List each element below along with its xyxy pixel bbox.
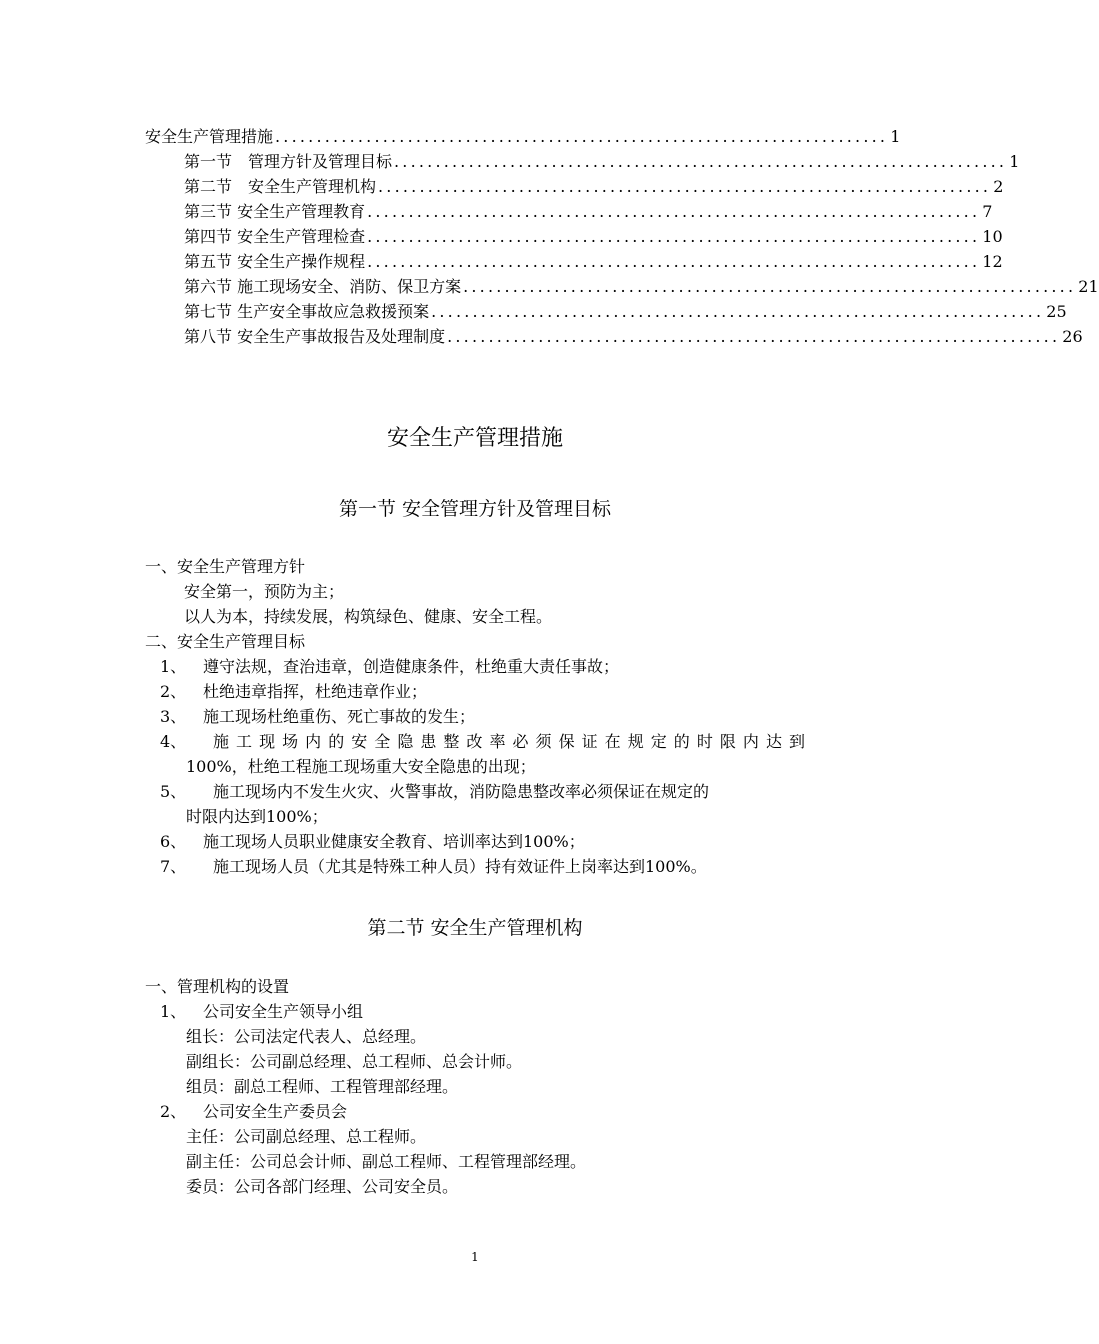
- toc-entry-title: 第三节 安全生产管理教育: [184, 202, 366, 221]
- toc-entry-page: 7: [982, 202, 993, 221]
- toc-entry[interactable]: [184, 275, 1099, 299]
- toc-entry[interactable]: [184, 225, 1003, 249]
- toc-entry-title: 第一节 管理方针及管理目标: [184, 152, 393, 171]
- org-member-line: 组员：副总工程师、工程管理部经理。: [186, 1077, 459, 1096]
- toc-entry-page: 2: [993, 177, 1004, 196]
- list-item-text: 杜绝违章指挥，杜绝违章作业；: [203, 682, 428, 701]
- list-item-number: 2、: [160, 682, 187, 701]
- org-member-line: 委员：公司各部门经理、公司安全员。: [186, 1177, 459, 1196]
- list-item-text: 公司安全生产领导小组: [203, 1002, 364, 1021]
- list-item-text: 施工现场内不发生火灾、火警事故，消防隐患整改率必须保证在规定的: [213, 782, 710, 801]
- org-member-line: 副组长：公司副总经理、总工程师、总会计师。: [186, 1052, 523, 1071]
- toc-leader-dots: ..........................................................................: [394, 152, 1008, 171]
- toc-entry-title: 第八节 安全生产事故报告及处理制度: [184, 327, 446, 346]
- toc-entry[interactable]: [184, 150, 1020, 174]
- policy-line: 安全第一，预防为主；: [184, 582, 345, 601]
- toc-leader-dots: ..........................................................................: [447, 327, 1061, 346]
- section-2-title: 第二节 安全生产管理机构: [367, 917, 583, 939]
- policy-line: 以人为本，持续发展，构筑绿色、健康、安全工程。: [184, 607, 553, 626]
- org-member-line: 副主任：公司总会计师、副总工程师、工程管理部经理。: [186, 1152, 587, 1171]
- list-item-number: 7、: [160, 857, 187, 876]
- list-item-number: 3、: [160, 707, 187, 726]
- toc-entry-page: 26: [1062, 327, 1083, 346]
- list-item-number: 4、: [160, 732, 187, 751]
- toc-entry-title: 第七节 生产安全事故应急救援预案: [184, 302, 430, 321]
- toc-entry-page: 1: [1009, 152, 1020, 171]
- org-member-line: 主任：公司副总经理、总工程师。: [186, 1127, 427, 1146]
- toc-leader-dots: ..........................................................................: [463, 277, 1077, 296]
- list-item-text: 施工现场人员职业健康安全教育、培训率达到100%；: [203, 832, 585, 851]
- setup-heading: 一、管理机构的设置: [145, 977, 290, 996]
- toc-entry-title: 第二节 安全生产管理机构: [184, 177, 377, 196]
- list-item-text: 施工现场杜绝重伤、死亡事故的发生；: [203, 707, 476, 726]
- org-member-line: 组长：公司法定代表人、总经理。: [186, 1027, 427, 1046]
- toc-entry[interactable]: [184, 300, 1067, 324]
- toc-entry-page: 21: [1078, 277, 1099, 296]
- toc-entry-title: 安全生产管理措施: [145, 127, 274, 146]
- list-item-text-continued: 时限内达到100%；: [186, 807, 328, 826]
- list-item-text: 公司安全生产委员会: [203, 1102, 348, 1121]
- toc-entry-page: 25: [1046, 302, 1067, 321]
- list-item-text: 遵守法规，查治违章，创造健康条件，杜绝重大责任事故；: [203, 657, 620, 676]
- list-item-number: 5、: [160, 782, 187, 801]
- document-title: 安全生产管理措施: [386, 426, 563, 451]
- toc-leader-dots: ..........................................................................: [275, 127, 889, 146]
- toc-entry-title: 第四节 安全生产管理检查: [184, 227, 366, 246]
- toc-entry[interactable]: [184, 325, 1083, 349]
- toc-entry-title: 第六节 施工现场安全、消防、保卫方案: [184, 277, 462, 296]
- section-1-title: 第一节 安全管理方针及管理目标: [338, 498, 612, 520]
- list-item-text: 施工现场内的安全隐患整改率必须保证在规定的时限内达到: [213, 732, 805, 751]
- toc-leader-dots: ..........................................................................: [367, 202, 981, 221]
- goals-heading: 二、安全生产管理目标: [145, 632, 306, 651]
- toc-entry-title: 第五节 安全生产操作规程: [184, 252, 366, 271]
- toc-leader-dots: ..........................................................................: [367, 252, 981, 271]
- toc-entry-page: 10: [982, 227, 1003, 246]
- toc-leader-dots: ..........................................................................: [431, 302, 1045, 321]
- list-item-number: 1、: [160, 657, 187, 676]
- list-item-text: 施工现场人员（尤其是特殊工种人员）持有效证件上岗率达到100%。: [213, 857, 707, 876]
- list-item-number: 6、: [160, 832, 187, 851]
- page-number: 1: [471, 1250, 479, 1264]
- toc-entry[interactable]: [184, 200, 993, 224]
- toc-entry[interactable]: [184, 250, 1003, 274]
- toc-leader-dots: ..........................................................................: [367, 227, 981, 246]
- list-item-number: 2、: [160, 1102, 187, 1121]
- toc-entry[interactable]: [145, 125, 901, 149]
- list-item-number: 1、: [160, 1002, 187, 1021]
- toc-leader-dots: ..........................................................................: [378, 177, 992, 196]
- list-item-text-continued: 100%，杜绝工程施工现场重大安全隐患的出现；: [186, 757, 536, 776]
- toc-entry[interactable]: [184, 175, 1004, 199]
- toc-entry-page: 12: [982, 252, 1003, 271]
- policy-heading: 一、安全生产管理方针: [145, 557, 306, 576]
- toc-entry-page: 1: [890, 127, 901, 146]
